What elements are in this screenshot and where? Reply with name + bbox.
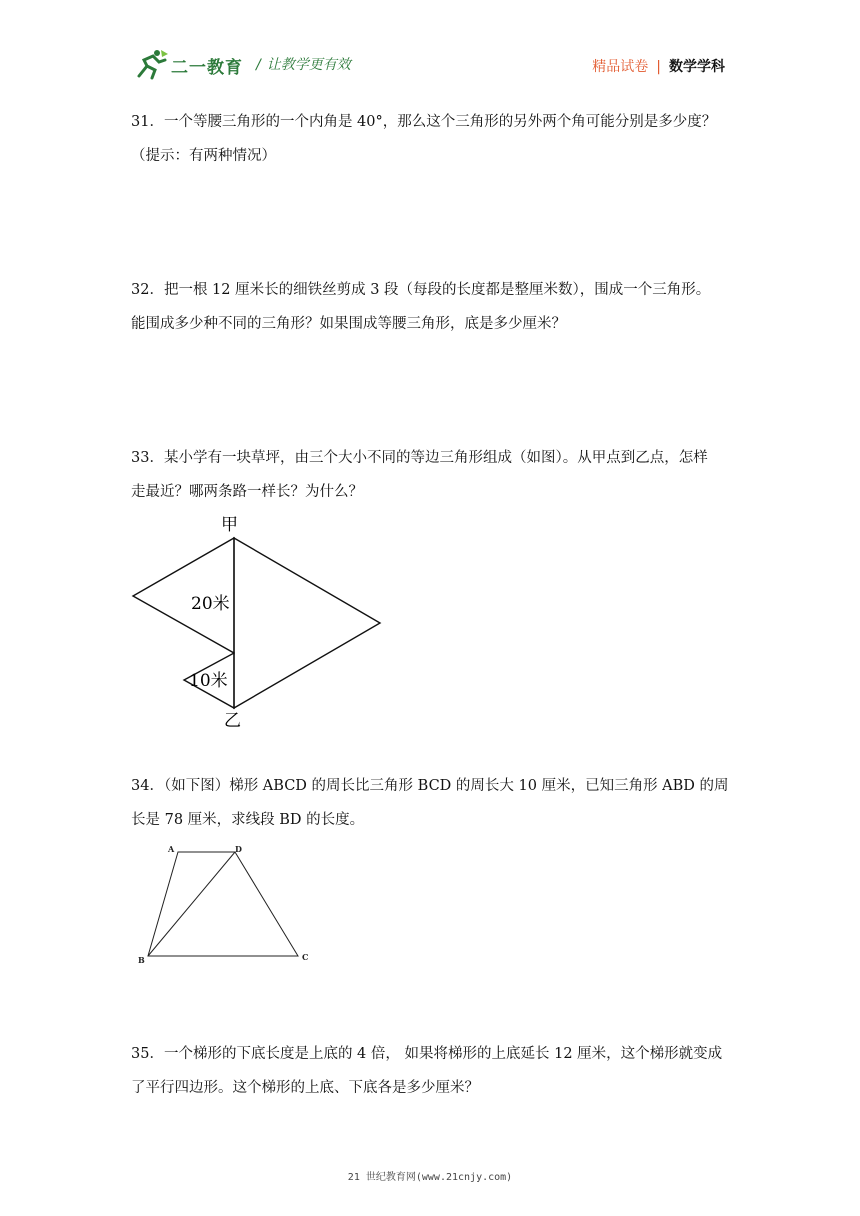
header-right-title (592, 56, 725, 76)
runner-logo-icon (135, 48, 169, 80)
point-A-label: A (168, 844, 175, 854)
question-34-line-1: 34．（如下图）梯形 ABCD 的周长比三角形 BCD 的周长大 10 厘米，已知三角形 ABD 的周 (131, 778, 729, 794)
header-separator: | (656, 59, 661, 75)
page-footer: 21 世纪教育网(www.21cnjy.com) (347, 1172, 513, 1183)
question-31 (131, 105, 731, 173)
question-32-line-1: 32．把一根 12 厘米长的细铁丝剪成 3 段（每段的长度都是整厘米数），围成一个三角形。 (131, 282, 711, 298)
question-33-line-2: 走最近？哪两条路一样长？为什么？ (131, 484, 363, 500)
point-D-label: D (235, 844, 242, 854)
segment-BD (148, 852, 235, 956)
question-32 (131, 273, 731, 341)
slogan-text: 让教学更有效 (266, 57, 351, 73)
header-label-quality: 精品试卷 (592, 59, 649, 75)
question-35-line-2: 了平行四边形。这个梯形的上底、下底各是多少厘米？ (131, 1080, 479, 1096)
point-B-label: B (138, 955, 145, 965)
label-yi: 乙 (224, 711, 241, 731)
label-jia: 甲 (221, 515, 238, 535)
label-20m: 20米 (191, 594, 230, 614)
question-35 (131, 1037, 731, 1105)
question-34-line-2: 长是 78 厘米，求线段 BD 的长度。 (131, 812, 365, 828)
question-31-line-2: （提示：有两种情况） (131, 148, 276, 164)
question-35-line-1: 35．一个梯形的下底长度是上底的 4 倍， 如果将梯形的上底延长 12 厘米，这个梯形就变成 (131, 1046, 723, 1062)
logo-text: 二一教育 (171, 58, 243, 78)
question-34 (131, 769, 731, 837)
question-31-line-1: 31．一个等腰三角形的一个内角是 40°，那么这个三角形的另外两个角可能分别是多少度？ (131, 114, 717, 130)
slogan (256, 54, 351, 74)
question-32-line-2: 能围成多少种不同的三角形？如果围成等腰三角形，底是多少厘米？ (131, 316, 566, 332)
triangle-large (234, 538, 380, 708)
question-33 (131, 441, 731, 509)
header-label-subject: 数学学科 (669, 59, 725, 75)
question-33-line-1: 33．某小学有一块草坪，由三个大小不同的等边三角形组成（如图）。从甲点到乙点，怎样 (131, 450, 708, 466)
slogan-slash: / (256, 57, 261, 73)
point-C-label: C (302, 952, 309, 962)
page-header (0, 0, 860, 100)
trapezoid-ABCD (148, 852, 298, 956)
figure-33-lawn-triangles (125, 510, 390, 732)
label-10m: 10米 (189, 671, 228, 691)
figure-34-trapezoid (130, 838, 320, 968)
